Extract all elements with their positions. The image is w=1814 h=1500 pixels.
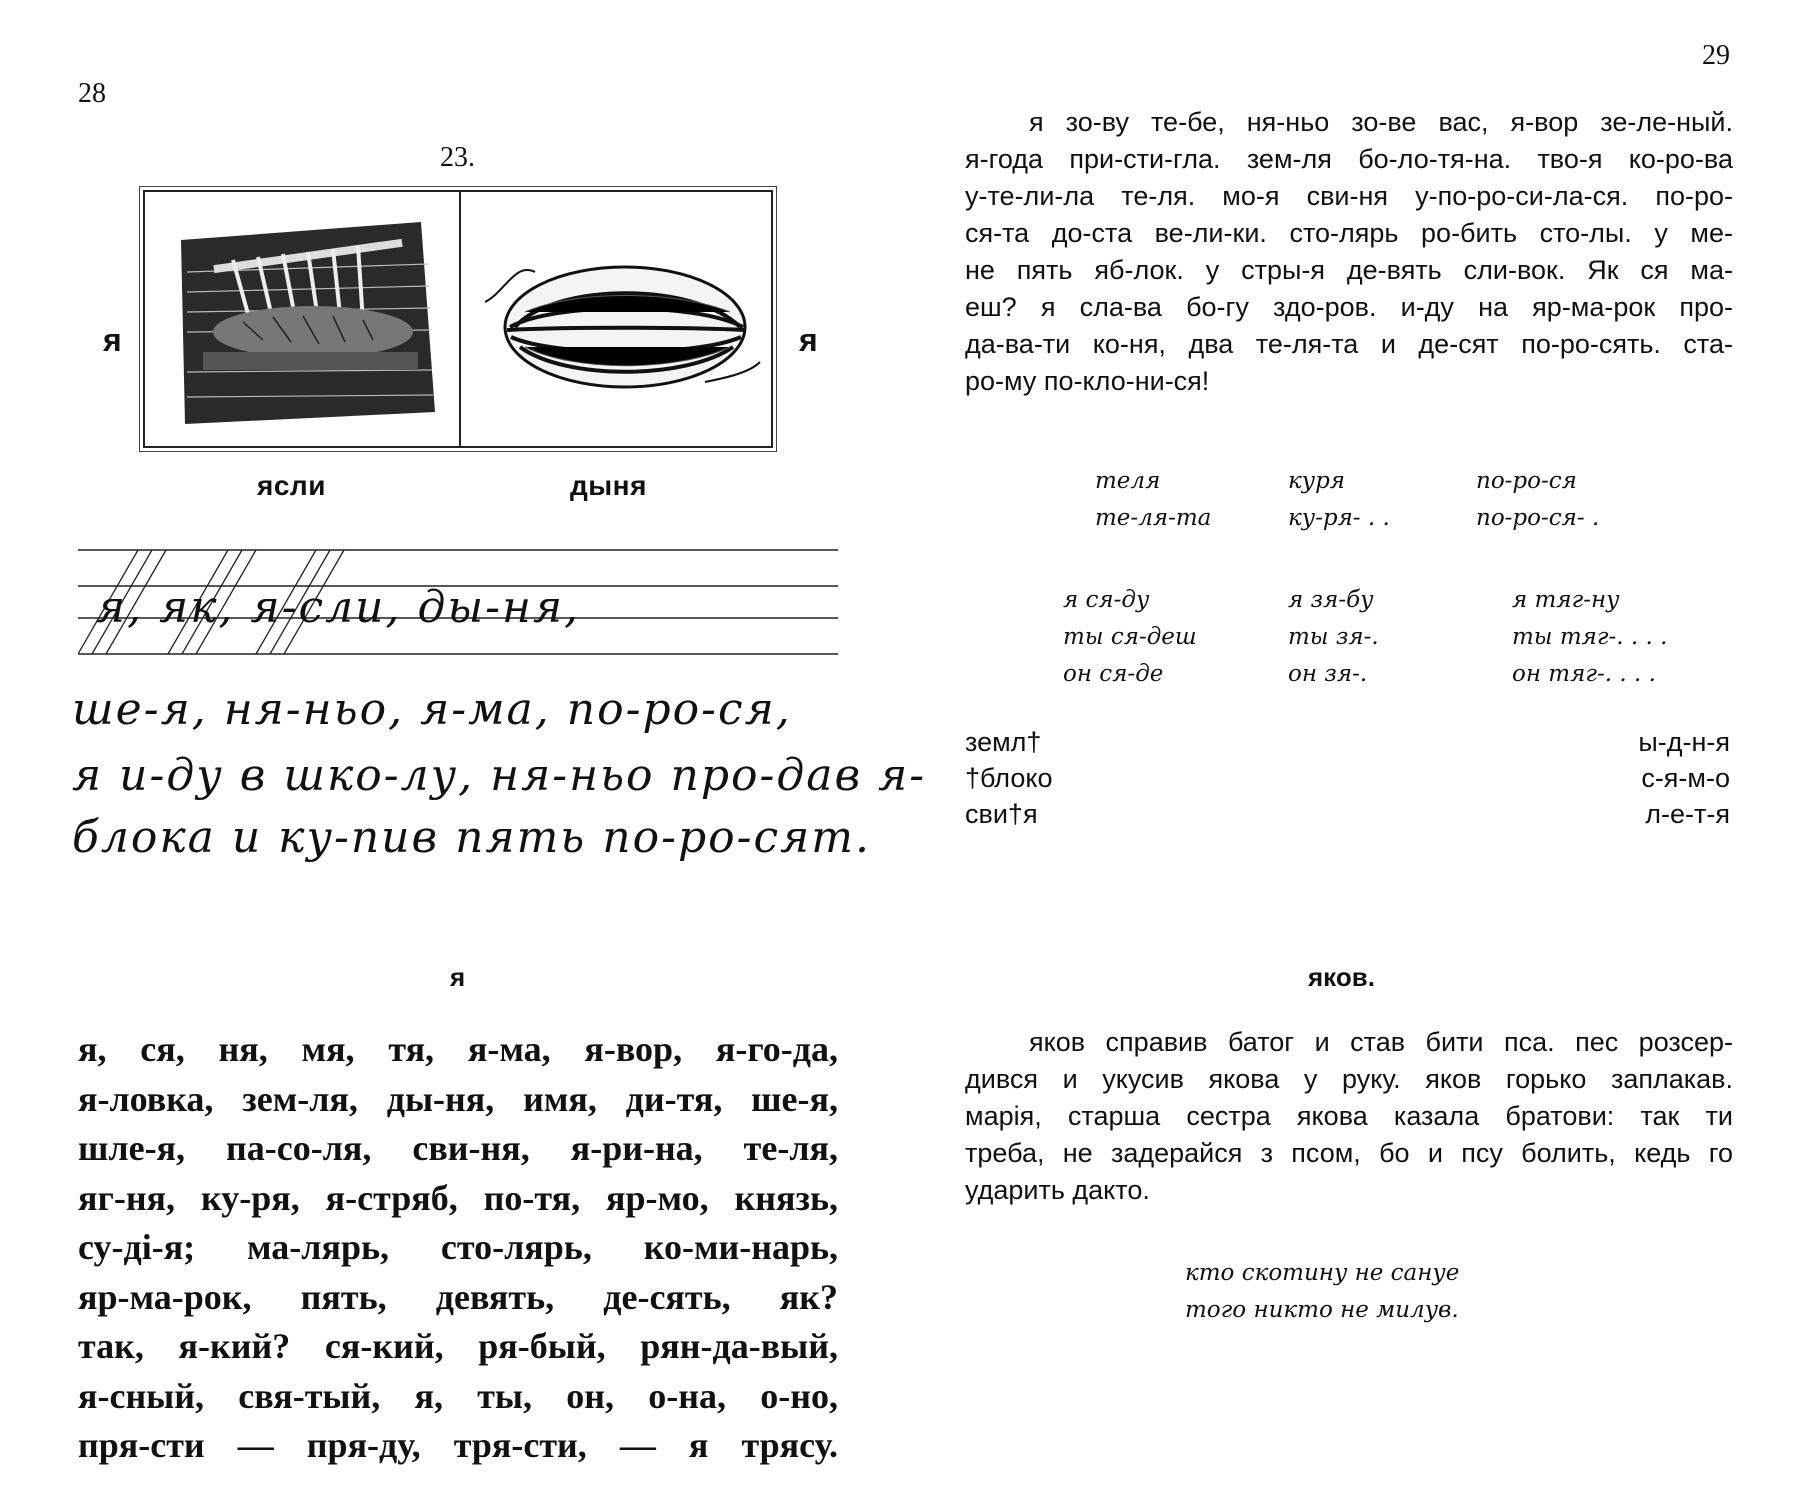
exercise-word: теля bbox=[1095, 468, 1161, 494]
reading-line: яр-ма-рок, пять, девять, де-сять, як? bbox=[78, 1276, 838, 1317]
scrambled-word: ы-д-н-я bbox=[1638, 727, 1730, 757]
paragraph-line: ударить дакто. bbox=[965, 1175, 1150, 1205]
side-letter-left: я bbox=[103, 322, 122, 358]
illustration-frame bbox=[143, 190, 773, 448]
reading-line: су-ді-я; ма-лярь, сто-лярь, ко-ми-нарь, bbox=[78, 1227, 838, 1267]
reading-line: я-сный, свя-тый, я, ты, он, о-на, о-но, bbox=[78, 1375, 838, 1416]
exercise-word: те-ля-та bbox=[1095, 505, 1212, 531]
reading-line: я, ся, ня, мя, тя, я-ма, я-вор, я-го-да, bbox=[78, 1029, 838, 1069]
paragraph-line: я зо-ву те-бе, ня-ньо зо-ве вас, я-вор зе-ле-ный. bbox=[1029, 107, 1733, 137]
reading-line: яг-ня, ку-ря, я-стряб, по-тя, яр-мо, князь, bbox=[78, 1177, 838, 1218]
paragraph-line: да-ва-ти ко-ня, два те-ля-та и де-сят по-ро-сять. ста- bbox=[965, 329, 1733, 359]
paragraph-line: яков справив батог и став бити пса. пес розсер- bbox=[1029, 1027, 1733, 1057]
paragraph-line: еш? я сла-ва бо-гу здо-ров. и-ду на яр-ма-рок про- bbox=[965, 292, 1733, 322]
scrambled-word: л-е-т-я bbox=[1645, 799, 1730, 829]
exercise-word: ты ся-деш bbox=[1063, 624, 1197, 650]
scrambled-word: с-я-м-о bbox=[1641, 763, 1730, 793]
reading-line: пря-сти — пря-ду, тря-сти, — я трясу. bbox=[78, 1425, 838, 1465]
fill-in-word: †блоко bbox=[965, 763, 1053, 793]
exercise-word: он зя-. bbox=[1288, 661, 1368, 687]
paragraph-line: ро-му по-кло-ни-ся! bbox=[965, 366, 1210, 396]
story-paragraph bbox=[965, 1024, 1733, 1209]
page-number-right: 29 bbox=[1702, 40, 1730, 71]
exercise-word: по-ро-ся- . bbox=[1476, 505, 1600, 531]
paragraph-line: не пять яб-лок. у стры-я де-вять сли-вок. Як ся ма- bbox=[965, 255, 1733, 285]
reading-syllables bbox=[78, 1025, 838, 1471]
exercise-word: я зя-бу bbox=[1288, 587, 1374, 613]
caption-melon: дыня bbox=[570, 470, 647, 501]
side-letter-right: я bbox=[799, 322, 818, 358]
reading-line: шле-я, па-со-ля, сви-ня, я-ри-на, те-ля, bbox=[78, 1128, 838, 1168]
paragraph-line: марія, старша сестра якова казала братови: так ти bbox=[965, 1101, 1733, 1131]
manger-illustration bbox=[173, 212, 443, 432]
fill-in-word: земл† bbox=[965, 727, 1042, 757]
exercise-word: ты тяг-. . . . bbox=[1512, 624, 1668, 650]
paragraph-line: ся-та до-ста ве-ли-ки. сто-лярь ро-бить сто-лы. у ме- bbox=[965, 218, 1733, 248]
paragraph-line: я-года при-сти-гла. зем-ля бо-ло-тя-на. тво-я ко-ро-ва bbox=[965, 144, 1733, 174]
handwriting-line: ше-я, ня-ньо, я-ма, по-ро-ся, bbox=[72, 684, 792, 735]
caption-manger: ясли bbox=[257, 470, 326, 501]
exercise-word: он тяг-. . . . bbox=[1512, 661, 1656, 687]
page-number-left: 28 bbox=[78, 78, 106, 109]
proverb-line: того никто не милув. bbox=[1185, 1297, 1459, 1323]
exercise-word: я ся-ду bbox=[1063, 587, 1150, 613]
handwriting-line: я и-ду в шко-лу, ня-ньо про-дав я- bbox=[72, 750, 927, 801]
section-title-right: яков. bbox=[1308, 962, 1375, 992]
exercise-word: ку-ря- . . bbox=[1288, 505, 1390, 531]
exercise-word: куря bbox=[1288, 468, 1346, 494]
section-title-left: я bbox=[450, 962, 466, 992]
exercise-word: по-ро-ся bbox=[1476, 468, 1577, 494]
reading-line: так, я-кий? ся-кий, ря-бый, рян-да-вый, bbox=[78, 1326, 838, 1366]
melon-illustration bbox=[475, 232, 765, 412]
reading-line: я-ловка, зем-ля, ды-ня, имя, ди-тя, ше-я, bbox=[78, 1078, 838, 1119]
exercise-word: ты зя-. bbox=[1288, 624, 1379, 650]
paragraph-line: у-те-ли-ла те-ля. мо-я сви-ня у-по-ро-си-ла-ся. по-ро- bbox=[965, 181, 1733, 211]
reading-paragraph bbox=[965, 104, 1733, 400]
handwriting-line: блока и ку-пив пять по-ро-сят. bbox=[72, 812, 871, 863]
proverb-line: кто скотину не сануе bbox=[1185, 1260, 1460, 1286]
exercise-word: я тяг-ну bbox=[1512, 587, 1620, 613]
fill-in-word: сви†я bbox=[965, 799, 1038, 829]
handwriting-line: я, як, я-сли, ды-ня, bbox=[96, 582, 581, 633]
paragraph-line: треба, не задерайся з псом, бо и псу болить, кедь го bbox=[965, 1138, 1733, 1168]
paragraph-line: дився и укусив якова у руку. яков горько заплакав. bbox=[965, 1064, 1733, 1094]
exercise-word: он ся-де bbox=[1063, 661, 1164, 687]
lesson-number: 23. bbox=[440, 142, 475, 173]
illustration-divider bbox=[459, 192, 461, 446]
